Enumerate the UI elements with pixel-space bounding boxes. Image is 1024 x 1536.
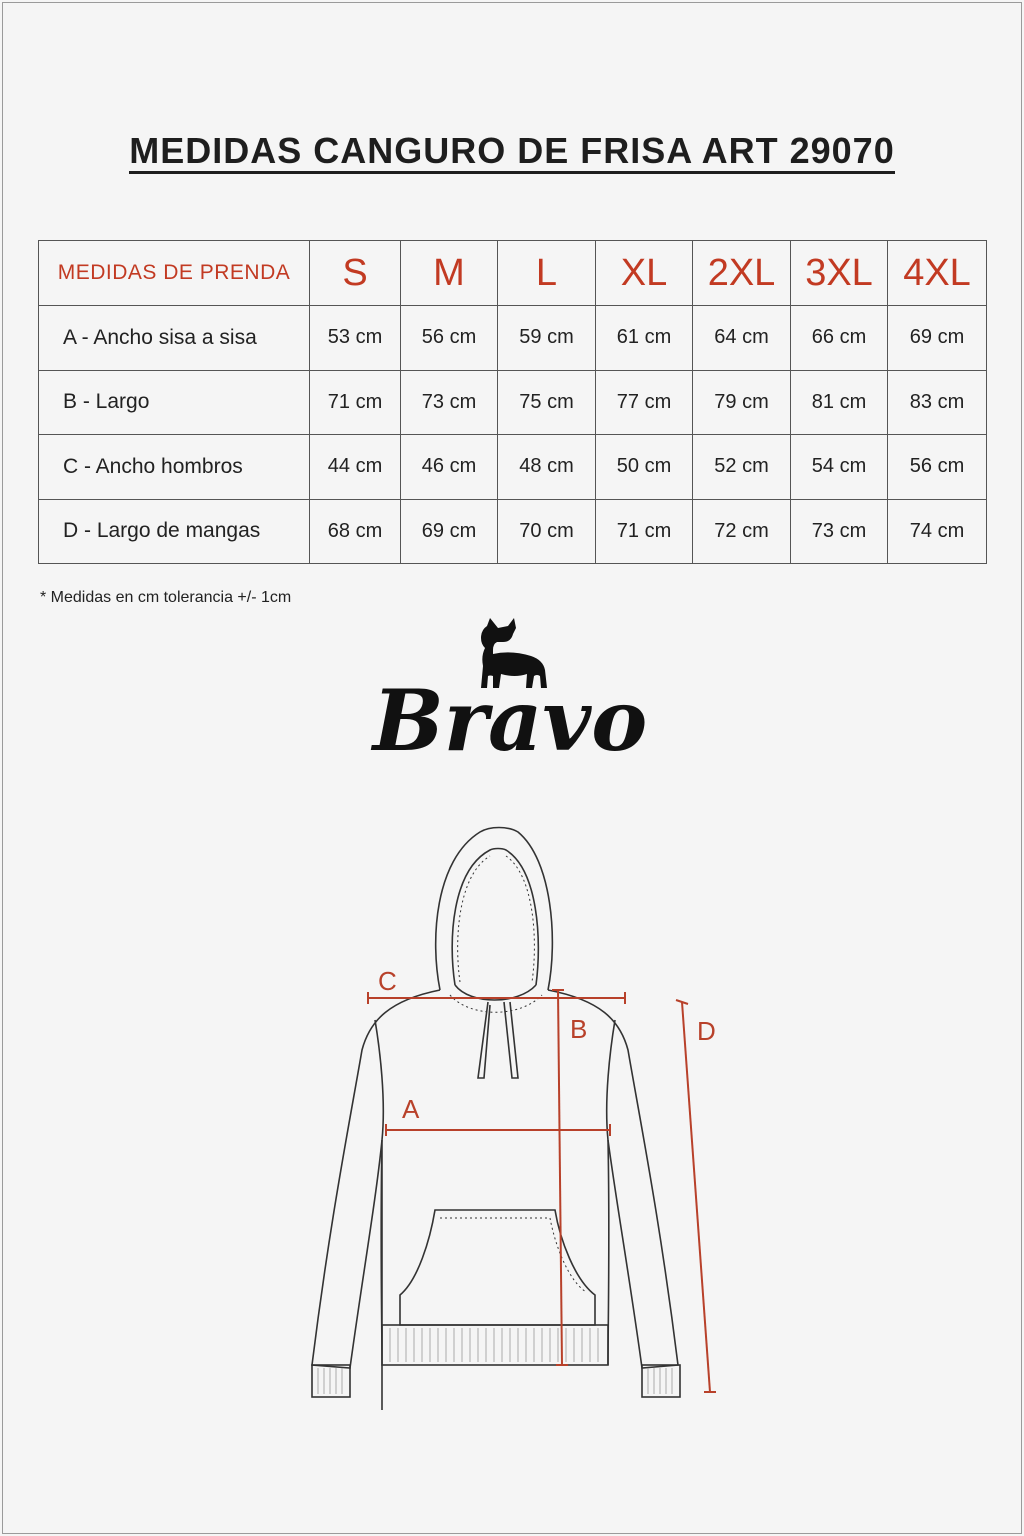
table-cell: 69 cm [401,499,498,564]
rib-lines [318,1328,672,1394]
table-cell: 73 cm [401,370,498,435]
brand-logo [340,610,680,780]
row-label: A - Ancho sisa a sisa [39,306,310,371]
size-header: 3XL [791,241,888,306]
size-header: S [310,241,401,306]
table-cell: 46 cm [401,435,498,500]
size-header: XL [596,241,693,306]
table-row [39,370,987,435]
brand-name: Bravo [372,671,648,770]
table-cell: 75 cm [498,370,596,435]
table-cell: 64 cm [693,306,791,371]
table-cell: 70 cm [498,499,596,564]
label-c: C [378,966,397,996]
table-row [39,306,987,371]
table-cell: 73 cm [791,499,888,564]
table-cell: 52 cm [693,435,791,500]
table-header-row [39,241,987,306]
table-cell: 68 cm [310,499,401,564]
table-cell: 66 cm [791,306,888,371]
row-label: B - Largo [39,370,310,435]
size-header: 4XL [888,241,987,306]
table-row [39,435,987,500]
table-cell: 56 cm [888,435,987,500]
size-header: 2XL [693,241,791,306]
label-b: B [570,1014,588,1044]
table-cell: 81 cm [791,370,888,435]
table-corner-label: MEDIDAS DE PRENDA [39,241,310,306]
table-cell: 54 cm [791,435,888,500]
table-cell: 79 cm [693,370,791,435]
tolerance-note: * Medidas en cm tolerancia +/- 1cm [40,589,292,606]
hoodie-outline [312,828,680,1411]
table-cell: 83 cm [888,370,987,435]
table-cell: 69 cm [888,306,987,371]
table-cell: 56 cm [401,306,498,371]
label-a: A [402,1094,420,1124]
table-cell: 71 cm [310,370,401,435]
size-chart-table [38,240,987,564]
table-cell: 74 cm [888,499,987,564]
row-label: D - Largo de mangas [39,499,310,564]
measurement-labels [378,966,716,1124]
row-label: C - Ancho hombros [39,435,310,500]
label-d: D [697,1016,716,1046]
table-cell: 61 cm [596,306,693,371]
size-header: L [498,241,596,306]
table-cell: 59 cm [498,306,596,371]
table-cell: 71 cm [596,499,693,564]
hoodie-diagram [290,820,740,1410]
table-cell: 77 cm [596,370,693,435]
table-cell: 72 cm [693,499,791,564]
size-header: M [401,241,498,306]
table-cell: 48 cm [498,435,596,500]
table-cell: 44 cm [310,435,401,500]
page-title: MEDIDAS CANGURO DE FRISA ART 29070 [0,130,1024,172]
table-cell: 50 cm [596,435,693,500]
table-cell: 53 cm [310,306,401,371]
table-row [39,499,987,564]
